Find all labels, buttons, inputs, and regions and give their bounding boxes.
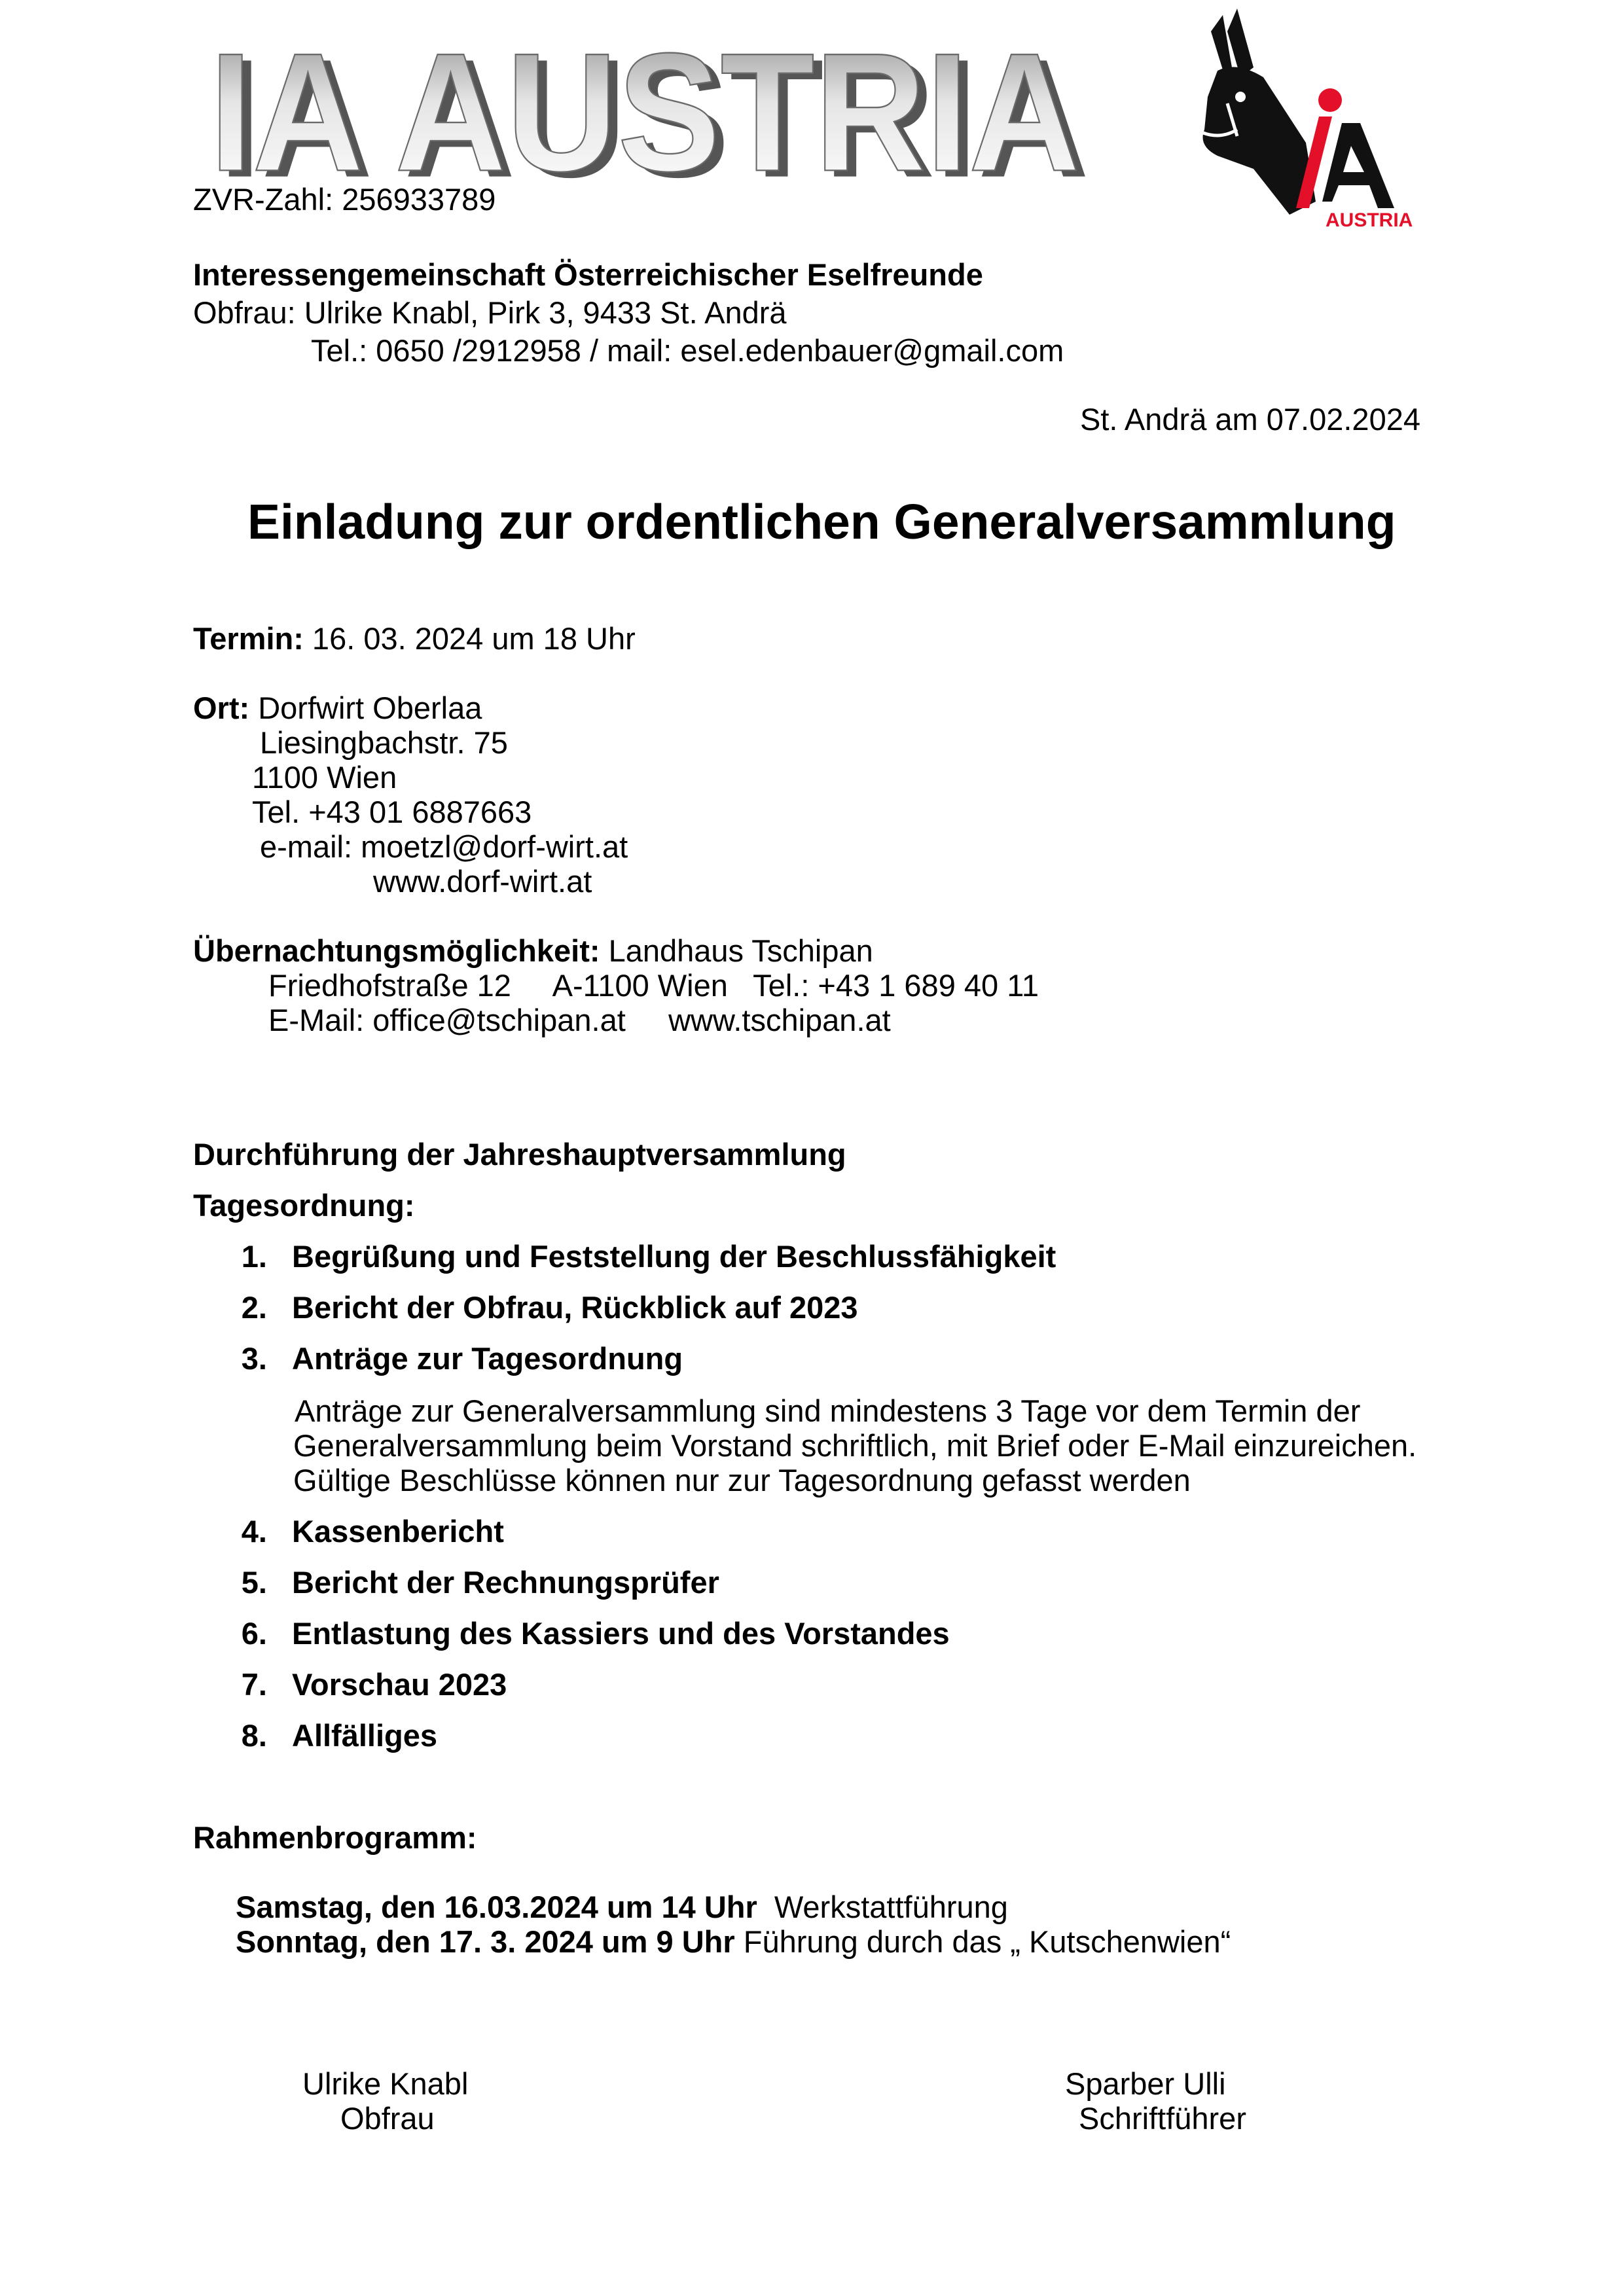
chair-address: Obfrau: Ulrike Knabl, Pirk 3, 9433 St. Andrä: [193, 295, 787, 330]
ort-city: 1100 Wien: [252, 760, 397, 795]
ort-name: Dorfwirt Oberlaa: [249, 691, 482, 725]
list-item-label: Allfälliges: [292, 1718, 438, 1753]
list-item-number: 3.: [241, 1341, 267, 1376]
list-item-label: Kassenbericht: [292, 1514, 504, 1549]
ort-phone: Tel. +43 01 6887663: [252, 795, 532, 829]
program-event-when: Samstag, den 16.03.2024 um 14 Uhr: [236, 1890, 757, 1924]
accommodation-label: Übernachtungsmöglichkeit:: [193, 933, 600, 968]
signature-name: Sparber Ulli: [1065, 2066, 1226, 2101]
list-item-label: Bericht der Rechnungsprüfer: [292, 1565, 719, 1600]
accommodation-address: Friedhofstraße 12 A-1100 Wien Tel.: +43 1 689 40 11: [268, 968, 1039, 1003]
list-item-number: 8.: [241, 1718, 267, 1753]
program-event: [236, 1889, 1008, 1926]
donkey-logo-icon: [1191, 5, 1434, 234]
list-item-label: Begrüßung und Feststellung der Beschlussfähigkeit: [292, 1239, 1056, 1274]
svg-text:IA AUSTRIA: IA AUSTRIA: [209, 18, 1080, 187]
agenda-heading: Durchführung der Jahreshauptversammlung: [193, 1137, 846, 1172]
list-item-number: 2.: [241, 1290, 267, 1325]
program-event-when: Sonntag, den 17. 3. 2024 um 9 Uhr: [236, 1924, 735, 1959]
zvr-number: ZVR-Zahl: 256933789: [193, 182, 496, 217]
program-event-what: Führung durch das „ Kutschenwien“: [734, 1924, 1231, 1959]
list-item-label: Bericht der Obfrau, Rückblick auf 2023: [292, 1290, 858, 1325]
svg-text:IA AUSTRIA: IA AUSTRIA: [219, 24, 1089, 187]
signature-role: Schriftführer: [1079, 2101, 1246, 2136]
program-heading: Rahmenbrogramm:: [193, 1820, 477, 1855]
list-item-number: 7.: [241, 1667, 267, 1702]
list-item-number: 6.: [241, 1616, 267, 1651]
termin-label: Termin:: [193, 621, 304, 656]
ort-street: Liesingbachstr. 75: [260, 725, 508, 760]
accommodation-contact: E-Mail: office@tschipan.at www.tschipan.at: [268, 1003, 891, 1037]
termin-row: [193, 620, 636, 657]
banner-title: [209, 13, 1100, 187]
ort-row: [193, 690, 482, 726]
organization-name: Interessengemeinschaft Österreichischer Eselfreunde: [193, 257, 983, 292]
list-item-number: 1.: [241, 1239, 267, 1274]
list-item-number: 5.: [241, 1565, 267, 1600]
program-event-what: Werkstattführung: [757, 1890, 1008, 1924]
accommodation-name: Landhaus Tschipan: [600, 933, 873, 968]
page-title: Einladung zur ordentlichen Generalversammlung: [247, 494, 1396, 549]
list-item-label: Entlastung des Kassiers und des Vorstandes: [292, 1616, 950, 1651]
place-date: St. Andrä am 07.02.2024: [1080, 402, 1420, 437]
accommodation-row: [193, 933, 873, 969]
ort-label: Ort:: [193, 691, 250, 725]
program-event: [236, 1924, 1231, 1960]
list-item-label: Vorschau 2023: [292, 1667, 507, 1702]
ort-email: e-mail: moetzl@dorf-wirt.at: [260, 829, 628, 864]
svg-text:AUSTRIA: AUSTRIA: [1326, 209, 1413, 231]
agenda-note-line: Anträge zur Generalversammlung sind mindestens 3 Tage vor dem Termin der: [295, 1393, 1361, 1428]
signature-name: Ulrike Knabl: [302, 2066, 469, 2101]
list-item-label: Anträge zur Tagesordnung: [292, 1341, 683, 1376]
agenda-subheading: Tagesordnung:: [193, 1188, 415, 1223]
ort-website: www.dorf-wirt.at: [373, 864, 592, 899]
agenda-note-line: Generalversammlung beim Vorstand schriftlich, mit Brief oder E-Mail einzureichen.: [293, 1428, 1417, 1463]
signature-role: Obfrau: [340, 2101, 435, 2136]
termin-value: 16. 03. 2024 um 18 Uhr: [303, 621, 636, 656]
contact-line: Tel.: 0650 /2912958 / mail: esel.edenbauer@gmail.com: [311, 333, 1064, 368]
list-item-number: 4.: [241, 1514, 267, 1549]
agenda-note-line: Gültige Beschlüsse können nur zur Tagesordnung gefasst werden: [293, 1463, 1191, 1498]
